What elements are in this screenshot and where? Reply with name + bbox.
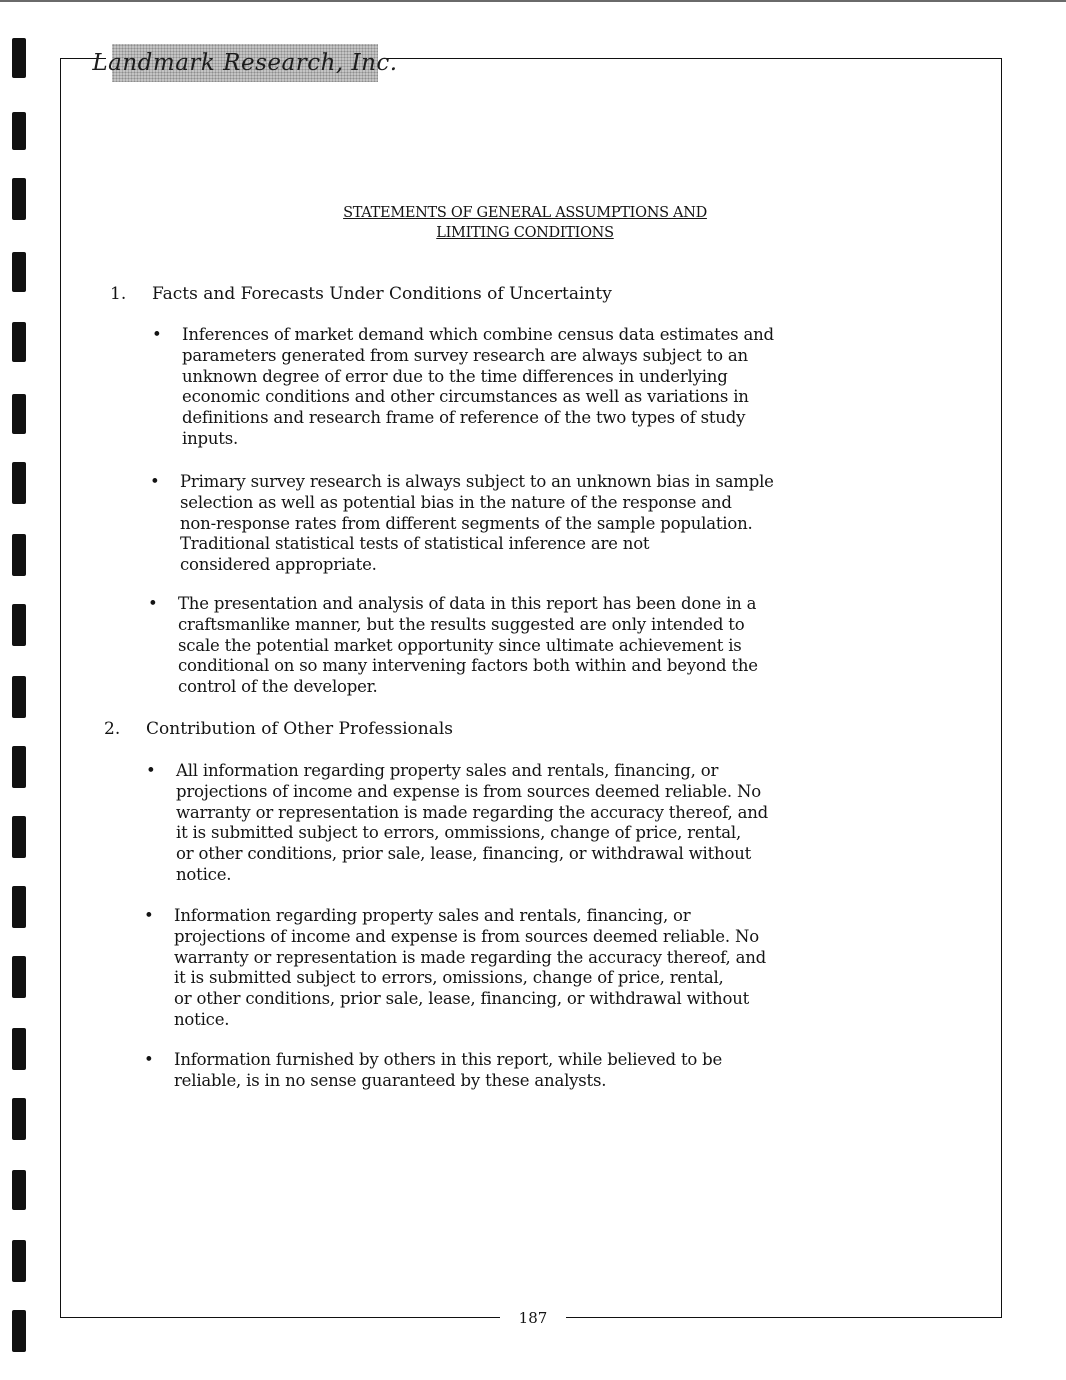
bullet-line: notice. [176,864,232,884]
bullet-line: unknown degree of error due to the time differences in underlying [182,366,728,386]
bullet-line: projections of income and expense is from sources deemed reliable. No [174,926,759,946]
binding-mark [12,394,26,434]
document-title [200,203,850,243]
binding-mark [12,1098,26,1140]
bullet-line: Traditional statistical tests of statistical inference are not [180,534,650,554]
binding-mark [12,1310,26,1352]
logo-text: Landmark Research, Inc. [92,50,398,76]
section-number: 1. [110,284,127,304]
section-number: 2. [104,719,121,739]
logo-background [92,44,398,82]
page-number: 187 [500,1308,566,1328]
bullet-marker: • [146,761,156,780]
bullet-line: craftsmanlike manner, but the results suggested are only intended to [178,614,745,634]
section-title: Facts and Forecasts Under Conditions of Uncertainty [152,284,612,304]
bullet-line: it is submitted subject to errors, ommissions, change of price, rental, [176,823,742,843]
binding-mark [12,322,26,362]
bullet-line: conditional on so many intervening factors both within and beyond the [178,656,758,676]
section-1-heading [110,283,612,305]
bullet-line: control of the developer. [178,677,378,697]
binding-mark [12,746,26,788]
section-2-bullet-3 [144,1050,723,1092]
binding-mark [12,956,26,998]
bullet-line: projections of income and expense is from sources deemed reliable. No [176,781,761,801]
bullet-line: notice. [174,1009,230,1029]
bullet-line: definitions and research frame of reference of the two types of study [182,408,746,428]
bullet-line: parameters generated from survey research are always subject to an [182,345,748,365]
binding-mark [12,1240,26,1282]
binding-mark [12,604,26,646]
binding-mark [12,816,26,858]
bullet-line: All information regarding property sales and rentals, financing, or [176,761,719,780]
company-logo [92,44,398,82]
binding-mark [12,462,26,504]
binding-mark [12,178,26,220]
bullet-line: it is submitted subject to errors, omissions, change of price, rental, [174,968,724,988]
bullet-marker: • [144,906,154,925]
bullet-line: warranty or representation is made regarding the accuracy thereof, and [176,802,769,822]
section-2-bullet-2 [144,906,767,1031]
bullet-line: Information regarding property sales and rentals, financing, or [174,906,691,925]
bullet-marker: • [148,594,158,613]
bullet-marker: • [152,325,162,344]
binding-mark [12,112,26,150]
bullet-line: or other conditions, prior sale, lease, financing, or withdrawal without [174,989,750,1009]
bullet-line: or other conditions, prior sale, lease, financing, or withdrawal without [176,844,752,864]
bullet-line: selection as well as potential bias in the nature of the response and [180,492,732,512]
title-line-1: STATEMENTS OF GENERAL ASSUMPTIONS AND [343,205,707,221]
binding-mark [12,1170,26,1210]
bullet-line: Primary survey research is always subject to an unknown bias in sample [180,472,774,491]
bullet-marker: • [144,1050,154,1069]
bullet-line: scale the potential market opportunity since ultimate achievement is [178,635,742,655]
page-top-edge [0,0,1066,2]
bullet-line: economic conditions and other circumstances as well as variations in [182,387,749,407]
binding-mark [12,1028,26,1070]
section-2-bullet-1 [146,761,769,886]
bullet-line: considered appropriate. [180,555,377,575]
title-line-2: LIMITING CONDITIONS [436,225,614,241]
binding-mark [12,676,26,718]
bullet-line: reliable, is in no sense guaranteed by these analysts. [174,1070,607,1090]
bullet-line: The presentation and analysis of data in this report has been done in a [178,594,757,613]
binding-mark [12,534,26,576]
bullet-line: Inferences of market demand which combine census data estimates and [182,325,774,344]
section-1-bullet-2 [150,472,774,576]
bullet-marker: • [150,472,160,491]
section-1-bullet-1 [152,325,774,450]
section-1-bullet-3 [148,594,758,698]
bullet-line: Information furnished by others in this report, while believed to be [174,1050,723,1069]
binding-mark [12,252,26,292]
bullet-line: warranty or representation is made regarding the accuracy thereof, and [174,947,767,967]
section-title: Contribution of Other Professionals [146,719,454,739]
binding-mark [12,886,26,928]
binding-mark [12,38,26,78]
section-2-heading [104,718,453,740]
bullet-line: non-response rates from different segments of the sample population. [180,513,753,533]
bullet-line: inputs. [182,428,239,448]
